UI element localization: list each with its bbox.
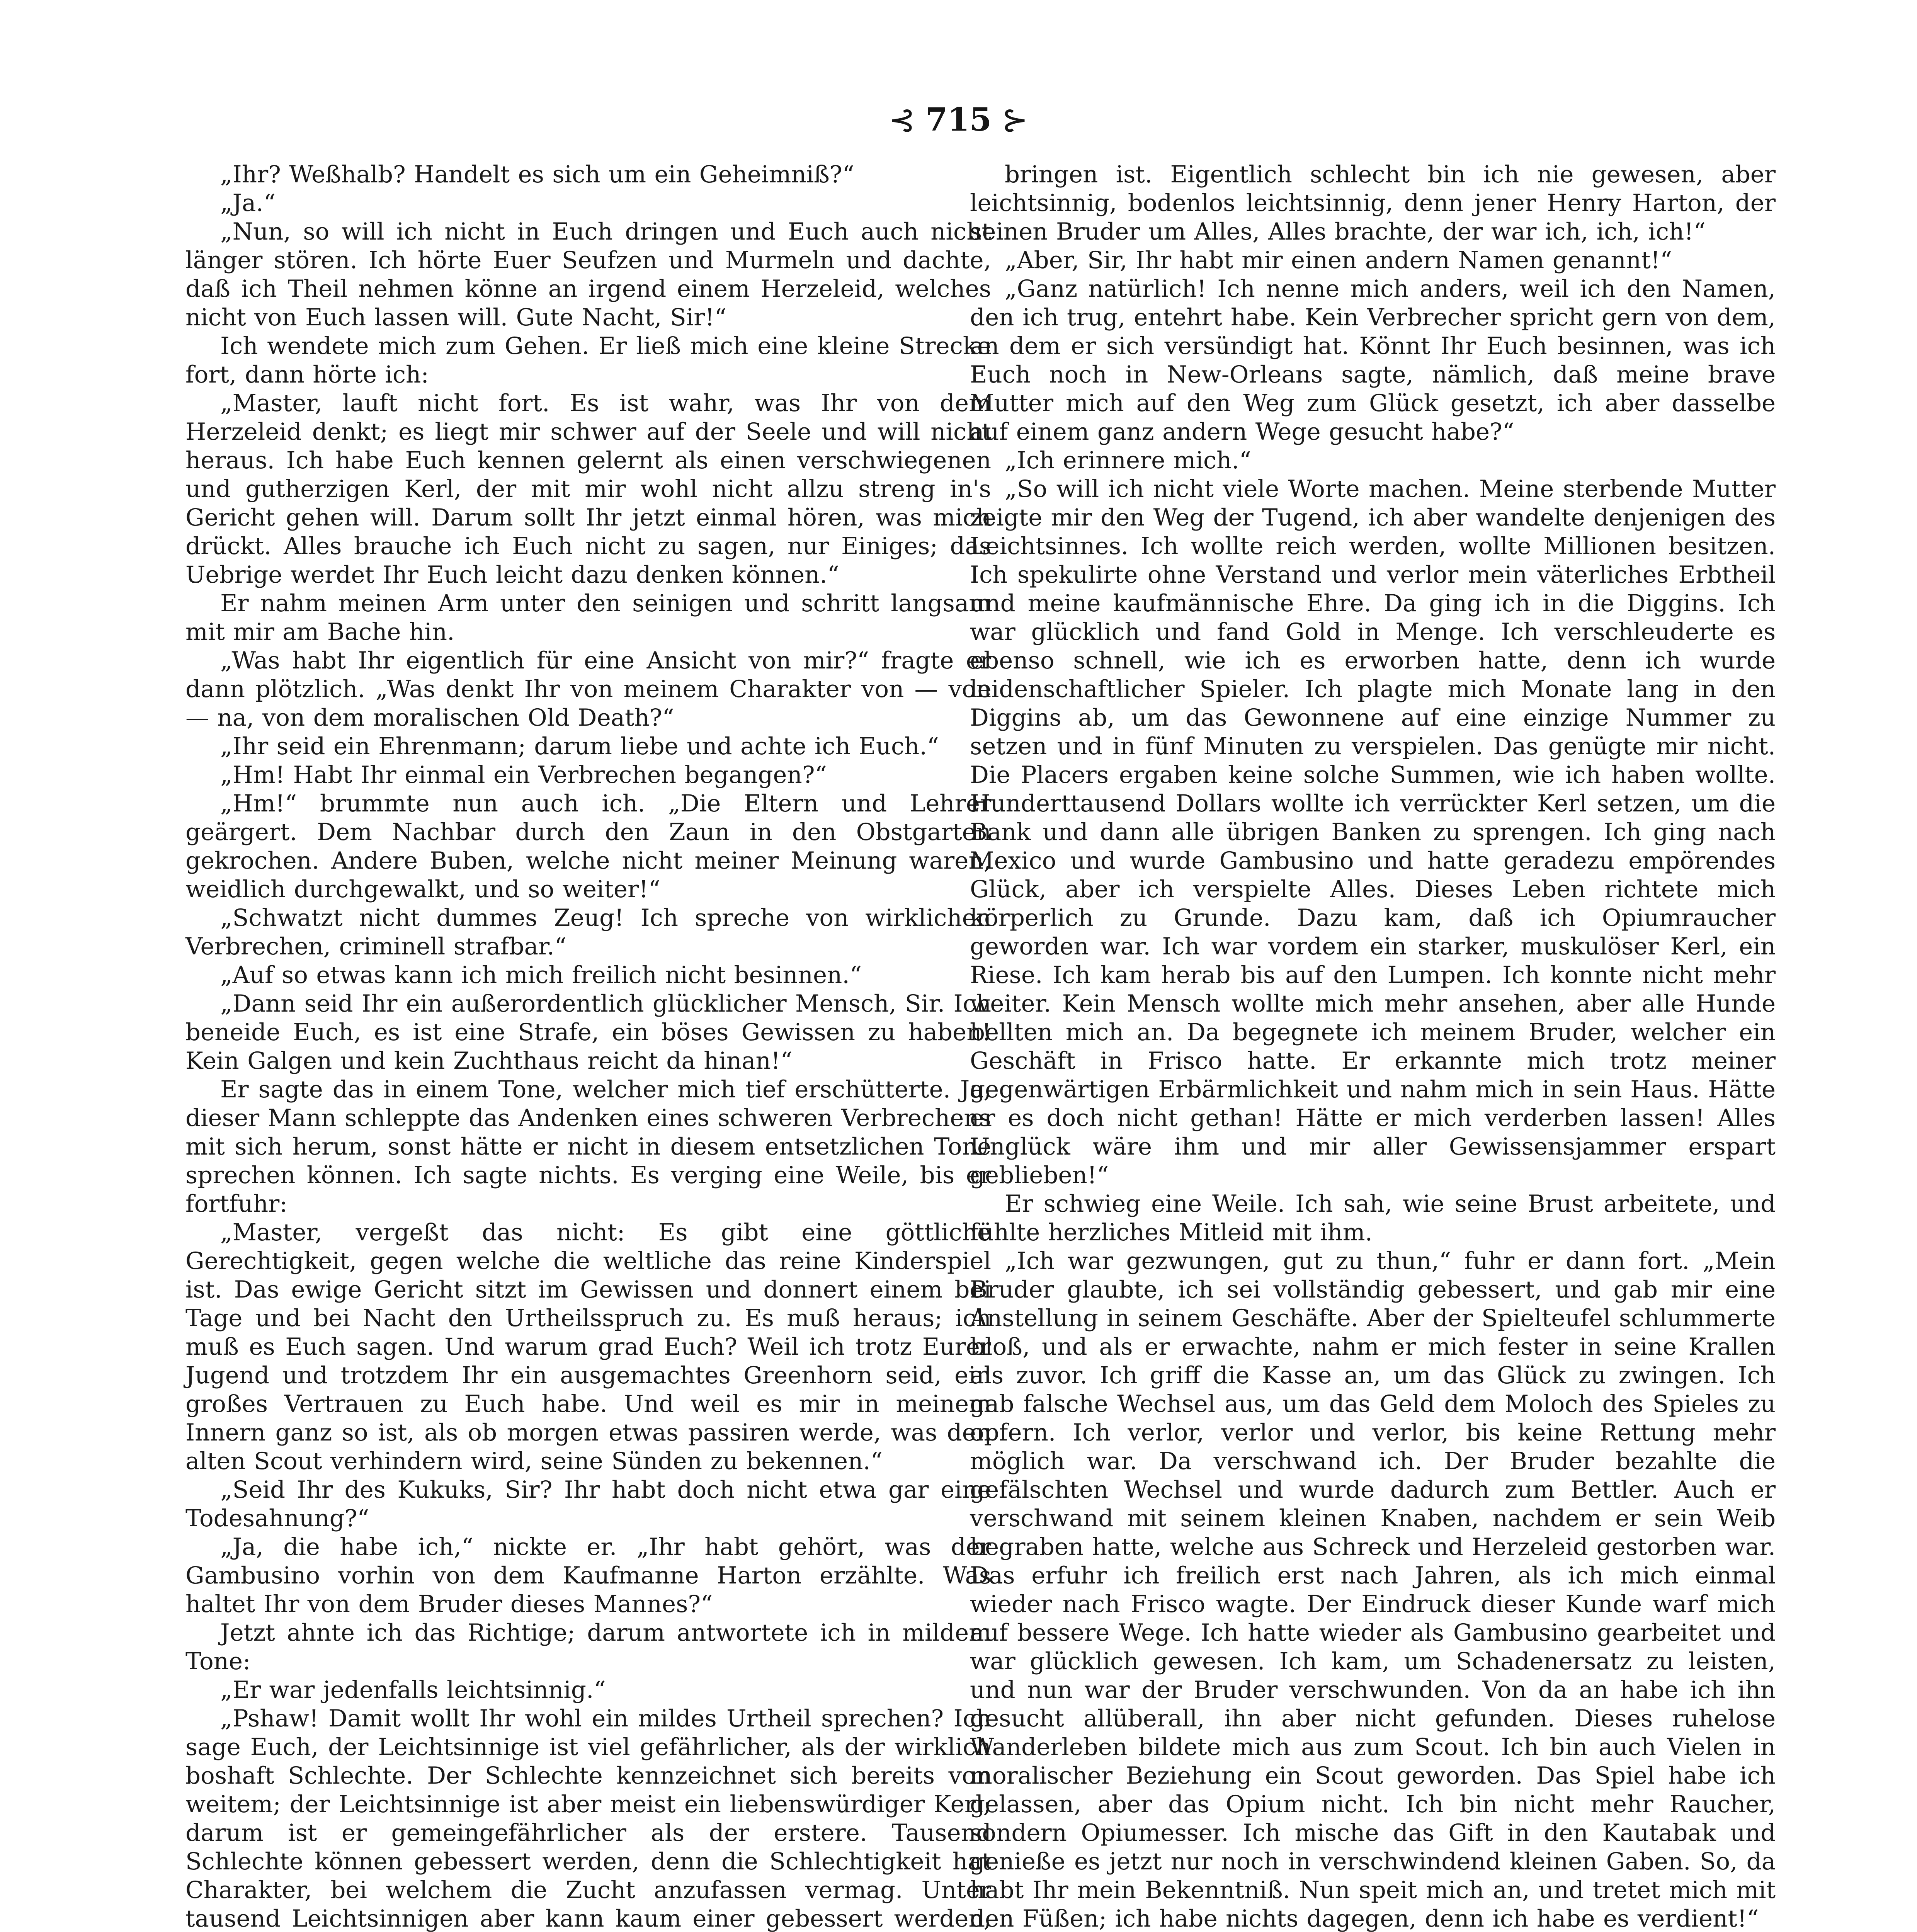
paragraph: „Er war jedenfalls leichtsinnig.“: [220, 1676, 606, 1704]
paragraph: Er schwieg eine Weile. Ich sah, wie seine Brust arbeitete, und fühlte herzliches Mitleid mit ihm.: [970, 1190, 1776, 1246]
ornament-left-icon: ⊰: [889, 102, 915, 138]
text-column-left: [185, 160, 991, 1932]
paragraph: „Nun, so will ich nicht in Euch dringen und Euch auch nicht länger stören. Ich hörte Euer Seufzen und Murmeln und dachte, daß ich Theil nehmen könne an irgend einem Herzeleid, welches nicht von Euch lassen will. Gute Nacht, Sir!“: [185, 218, 991, 331]
paragraph: „Aber, Sir, Ihr habt mir einen andern Namen genannt!“: [1005, 247, 1672, 274]
paragraph: Jetzt ahnte ich das Richtige; darum antwortete ich in mildem Tone:: [185, 1619, 991, 1675]
paragraph: Er sagte das in einem Tone, welcher mich tief erschütterte. Ja, dieser Mann schleppte das Andenken eines schweren Verbrechens mit sich herum, sonst hätte er nicht in diesem entsetzlichen Tone sprechen können. Ich sagte nichts. Es verging eine Weile, bis er fortfuhr:: [185, 1076, 991, 1218]
paragraph: Ich wendete mich zum Gehen. Er ließ mich eine kleine Strecke fort, dann hörte ich:: [185, 332, 991, 388]
text-column-right: [970, 160, 1776, 1932]
paragraph: „Ich war gezwungen, gut zu thun,“ fuhr er dann fort. „Mein Bruder glaubte, ich sei vollständig gebessert, und gab mir eine Anstellung in seinem Geschäfte. Aber der Spielteufel schlummerte bloß, und als er erwachte, nahm er mich fester in seine Krallen als zuvor. Ich griff die Kasse an, um das Glück zu zwingen. Ich gab falsche Wechsel aus, um das Geld dem Moloch des Spieles zu opfern. Ich verlor, verlor und verlor, bis keine Rettung mehr möglich war. Da verschwand ich. Der Bruder bezahlte die gefälschten Wechsel und wurde dadurch zum Bettler. Auch er verschwand mit seinem kleinen Knaben, nachdem er sein Weib begraben hatte, welche aus Schreck und Herzeleid gestorben war. Das erfuhr ich freilich erst nach Jahren, als ich mich einmal wieder nach Frisco wagte. Der Eindruck dieser Kunde warf mich auf bessere Wege. Ich hatte wieder als Gambusino gearbeitet und war glücklich gewesen. Ich kam, um Schadenersatz zu leisten, und nun war der Bruder verschwunden. Von da an habe ich ihn gesucht allüberall, ihn aber nicht gefunden. Dieses ruhelose Wanderleben bildete mich aus zum Scout. Ich bin auch Vielen in moralischer Beziehung ein Scout geworden. Das Spiel habe ich gelassen, aber das Opium nicht. Ich bin nicht mehr Raucher, sondern Opiumesser. Ich mische das Gift in den Kautabak und genieße es jetzt nur noch in verschwindend kleinen Gaben. So, da habt Ihr mein Bekenntniß. Nun speit mich an, und tretet mich mit den Füßen; ich habe nichts dagegen, denn ich habe es verdient!“: [970, 1247, 1776, 1932]
page-number: 715: [925, 101, 992, 138]
paragraph: „Master, lauft nicht fort. Es ist wahr, was Ihr von dem Herzeleid denkt; es liegt mir schwer auf der Seele und will nicht heraus. Ich habe Euch kennen gelernt als einen verschwiegenen und gutherzigen Kerl, der mit mir wohl nicht allzu streng in's Gericht gehen will. Darum sollt Ihr jetzt einmal hören, was mich drückt. Alles brauche ich Euch nicht zu sagen, nur Einiges; das Uebrige werdet Ihr Euch leicht dazu denken können.“: [185, 389, 991, 588]
paragraph: „Ihr? Weßhalb? Handelt es sich um ein Geheimniß?“: [220, 161, 854, 188]
paragraph: bringen ist. Eigentlich schlecht bin ich nie gewesen, aber leichtsinnig, bodenlos leichtsinnig, denn jener Henry Harton, der seinen Bruder um Alles, Alles brachte, der war ich, ich, ich!“: [970, 161, 1776, 245]
paragraph: „Was habt Ihr eigentlich für eine Ansicht von mir?“ fragte er dann plötzlich. „Was denkt Ihr von meinem Charakter von — von — na, von dem moralischen Old Death?“: [185, 647, 991, 731]
paragraph: „Ich erinnere mich.“: [1005, 447, 1252, 474]
paragraph: „Ja, die habe ich,“ nickte er. „Ihr habt gehört, was der Gambusino vorhin von dem Kaufmanne Harton erzählte. Was haltet Ihr von dem Bruder dieses Mannes?“: [185, 1533, 991, 1618]
paragraph: „Hm! Habt Ihr einmal ein Verbrechen begangen?“: [220, 761, 827, 789]
paragraph: „Seid Ihr des Kukuks, Sir? Ihr habt doch nicht etwa gar eine Todesahnung?“: [185, 1476, 991, 1532]
page-header: [0, 99, 1917, 141]
paragraph: „Master, vergeßt das nicht: Es gibt eine göttliche Gerechtigkeit, gegen welche die weltliche das reine Kinderspiel ist. Das ewige Gericht sitzt im Gewissen und donnert einem bei Tage und bei Nacht den Urtheilsspruch zu. Es muß heraus; ich muß es Euch sagen. Und warum grad Euch? Weil ich trotz Eurer Jugend und trotzdem Ihr ein ausgemachtes Greenhorn seid, ein großes Vertrauen zu Euch habe. Und weil es mir in meinem Innern ganz so ist, als ob morgen etwas passiren werde, was den alten Scout verhindern wird, seine Sünden zu bekennen.“: [185, 1219, 991, 1475]
paragraph: „Ganz natürlich! Ich nenne mich anders, weil ich den Namen, den ich trug, entehrt habe. Kein Verbrecher spricht gern von dem, an dem er sich versündigt hat. Könnt Ihr Euch besinnen, was ich Euch noch in New-Orleans sagte, nämlich, daß meine brave Mutter mich auf den Weg zum Glück gesetzt, ich aber dasselbe auf einem ganz andern Wege gesucht habe?“: [970, 275, 1776, 446]
paragraph: „Pshaw! Damit wollt Ihr wohl ein mildes Urtheil sprechen? Ich sage Euch, der Leichtsinnige ist viel gefährlicher, als der wirklich boshaft Schlechte. Der Schlechte kennzeichnet sich bereits von weitem; der Leichtsinnige ist aber meist ein liebenswürdiger Kerl; darum ist er gemeingefährlicher als der erstere. Tausend Schlechte können gebessert werden, denn die Schlechtigkeit hat Charakter, bei welchem die Zucht anzufassen vermag. Unter tausend Leichtsinnigen aber kann kaum einer gebessert werden,: [185, 1705, 991, 1932]
paragraph: „Hm!“ brummte nun auch ich. „Die Eltern und Lehrer geärgert. Dem Nachbar durch den Zaun in den Obstgarten gekrochen. Andere Buben, welche nicht meiner Meinung waren, weidlich durchgewalkt, und so weiter!“: [185, 790, 991, 903]
paragraph: Er nahm meinen Arm unter den seinigen und schritt langsam mit mir am Bache hin.: [185, 590, 991, 646]
paragraph: „Ihr seid ein Ehrenmann; darum liebe und achte ich Euch.“: [220, 733, 939, 760]
paragraph: „Schwatzt nicht dummes Zeug! Ich spreche von wirklichen Verbrechen, criminell strafbar.“: [185, 904, 991, 960]
paragraph: „Ja.“: [220, 189, 276, 217]
paragraph: „Dann seid Ihr ein außerordentlich glücklicher Mensch, Sir. Ich beneide Euch, es ist eine Strafe, ein böses Gewissen zu haben! Kein Galgen und kein Zuchthaus reicht da hinan!“: [185, 990, 991, 1075]
paragraph: „So will ich nicht viele Worte machen. Meine sterbende Mutter zeigte mir den Weg der Tugend, ich aber wandelte denjenigen des Leichtsinnes. Ich wollte reich werden, wollte Millionen besitzen. Ich spekulirte ohne Verstand und verlor mein väterliches Erbtheil und meine kaufmännische Ehre. Da ging ich in die Diggins. Ich war glücklich und fand Gold in Menge. Ich verschleuderte es ebenso schnell, wie ich es erworben hatte, denn ich wurde leidenschaftlicher Spieler. Ich plagte mich Monate lang in den Diggins ab, um das Gewonnene auf eine einzige Nummer zu setzen und in fünf Minuten zu verspielen. Das genügte mir nicht. Die Placers ergaben keine solche Summen, wie ich haben wollte. Hunderttausend Dollars wollte ich verrückter Kerl setzen, um die Bank und dann alle übrigen Banken zu sprengen. Ich ging nach Mexico und wurde Gambusino und hatte geradezu empörendes Glück, aber ich verspielte Alles. Dieses Leben richtete mich körperlich zu Grunde. Dazu kam, daß ich Opiumraucher geworden war. Ich war vordem ein starker, muskulöser Kerl, ein Riese. Ich kam herab bis auf den Lumpen. Ich konnte nicht mehr weiter. Kein Mensch wollte mich mehr ansehen, aber alle Hunde bellten mich an. Da begegnete ich meinem Bruder, welcher ein Geschäft in Frisco hatte. Er erkannte mich trotz meiner gegenwärtigen Erbärmlichkeit und nahm mich in sein Haus. Hätte er es doch nicht gethan! Hätte er mich verderben lassen! Alles Unglück wäre ihm und mir aller Gewissensjammer erspart geblieben!“: [970, 475, 1776, 1189]
paragraph: „Auf so etwas kann ich mich freilich nicht besinnen.“: [220, 961, 862, 989]
ornament-right-icon: ⊱: [1002, 102, 1028, 138]
